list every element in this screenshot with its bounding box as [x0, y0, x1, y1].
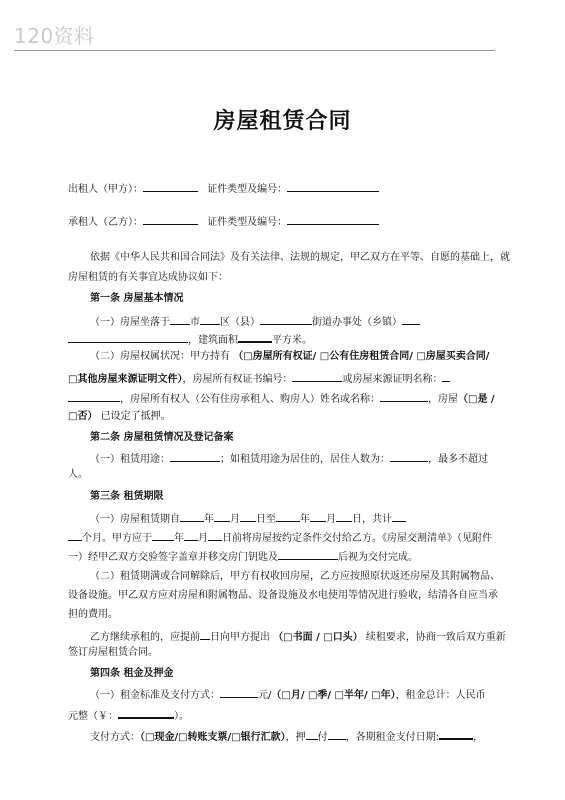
blank[interactable] [68, 529, 82, 541]
art2-p1-line2: 人。 [68, 469, 88, 480]
blank[interactable] [180, 510, 204, 522]
blank[interactable] [240, 510, 256, 522]
lessee-label: 承租人（乙方）： [68, 217, 143, 228]
art4-p2-line1: 支付方式：（□现金/□转账支票/□银行汇款），押 付 ，各期租金支付日期: ， [90, 727, 483, 745]
area-blank[interactable] [238, 330, 272, 343]
art1-p2-line1: （二）房屋权属状况：甲方持有 （□房屋所有权证/ □公有住房租赁合同/ □房屋买卖合同/ [90, 351, 490, 362]
blank[interactable] [306, 728, 318, 740]
lessor-id-blank[interactable] [287, 180, 379, 192]
blank[interactable] [152, 529, 174, 541]
blank[interactable] [336, 510, 352, 522]
blank[interactable] [276, 510, 300, 522]
blank[interactable] [208, 529, 222, 541]
lessor-name-blank[interactable] [143, 180, 198, 192]
art1-p1-line1: （一）房屋坐落于 市 区（县） 街道办事处（乡镇） [90, 313, 420, 330]
blank[interactable] [292, 370, 342, 382]
watermark: 120资料 [14, 24, 95, 48]
art3-p1-line1: （一）房屋租赁期自 年 月 日至 年 月 日，共计 [90, 510, 406, 527]
article-4-heading: 第四条 租金及押金 [90, 668, 174, 679]
contract-title: 房屋租赁合同 [213, 109, 352, 134]
intro-line-1: 依据《中华人民共和国合同法》及有关法律、法规的规定，甲乙双方在平等、自愿的基础上，就 [90, 252, 510, 263]
lessee-id-label: 证件类型及编号： [207, 217, 288, 228]
blank[interactable] [68, 331, 188, 343]
intro-line-2: 房屋租赁的有关事宜达成协议如下： [68, 272, 228, 283]
art1-p2-line3: ，房屋所有权人（公有住房承租人、购房人）姓名或名称： ，房屋（□是 / [68, 390, 495, 407]
art1-p1-line2: ，建筑面积 平方米。 [68, 330, 312, 348]
blank[interactable] [310, 510, 326, 522]
blank[interactable] [278, 548, 338, 560]
art1-p2-line2: □其他房屋来源证明文件），房屋所有权证书编号： 或房屋来源证明名称： [68, 370, 450, 387]
blank[interactable] [184, 529, 198, 541]
pay-date-blank[interactable] [439, 727, 473, 740]
blank[interactable] [390, 450, 428, 462]
blank[interactable] [170, 313, 190, 325]
art3-p3-line2: 签订房屋租赁合同。 [68, 647, 158, 658]
art2-p1-line1: （一）租赁用途： ；如租赁用途为居住的，居住人数为： ，最多不超过 [90, 450, 488, 467]
art4-p1-line2: 元整（￥： ）。 [68, 706, 189, 724]
art3-p2-line1: （二）租赁期满或合同解除后，甲方有权收回房屋，乙方应按照原状返还房屋及其附属物品、 [90, 571, 500, 582]
lessor-id-label: 证件类型及编号： [207, 184, 288, 195]
lessee-id-blank[interactable] [287, 213, 379, 225]
lessee-name-blank[interactable] [143, 213, 198, 225]
art3-p2-line3: 担的费用。 [68, 609, 118, 620]
lessee-line [68, 213, 379, 230]
blank[interactable] [68, 390, 120, 402]
art3-p3-line1: 乙方继续承租的，应提前 日向甲方提出 （□书面 / □口头） 续租要求，协商一致后双方重新 [90, 628, 506, 645]
art3-p1-line2: 个月。甲方应于 年 月 日前将房屋按约定条件交付给乙方。《房屋交割清单》（见附件 [68, 529, 492, 546]
lessor-line [68, 180, 379, 197]
blank[interactable] [200, 628, 210, 640]
art3-p1-line3: 一）经甲乙双方交验签字盖章并移交房门钥匙及 后视为交付完成。 [68, 548, 418, 565]
header-divider [14, 50, 495, 51]
art1-p2-line4: □否） 已设定了抵押。 [68, 411, 171, 422]
blank[interactable] [260, 313, 312, 325]
article-2-heading: 第二条 房屋租赁情况及登记备案 [90, 432, 234, 443]
blank[interactable] [402, 313, 420, 325]
blank[interactable] [380, 390, 428, 402]
blank[interactable] [170, 450, 220, 462]
blank[interactable] [442, 370, 450, 382]
blank[interactable] [392, 510, 406, 522]
article-3-heading: 第三条 租赁期限 [90, 491, 164, 502]
blank[interactable] [200, 313, 220, 325]
lessor-label: 出租人（甲方）： [68, 184, 143, 195]
blank[interactable] [220, 686, 258, 698]
blank[interactable] [328, 728, 346, 740]
art3-p2-line2: 设备设施。甲乙双方应对房屋和附属物品、设备设施及水电使用等情况进行验收，结清各自应当承 [68, 590, 498, 601]
art4-p1-line1: （一）租金标准及支付方式： 元/（□月/ □季/ □半年/ □年），租金总计：人民币 [90, 686, 486, 703]
blank[interactable] [214, 510, 230, 522]
amount-blank[interactable] [118, 706, 174, 719]
article-1-heading: 第一条 房屋基本情况 [90, 293, 184, 304]
